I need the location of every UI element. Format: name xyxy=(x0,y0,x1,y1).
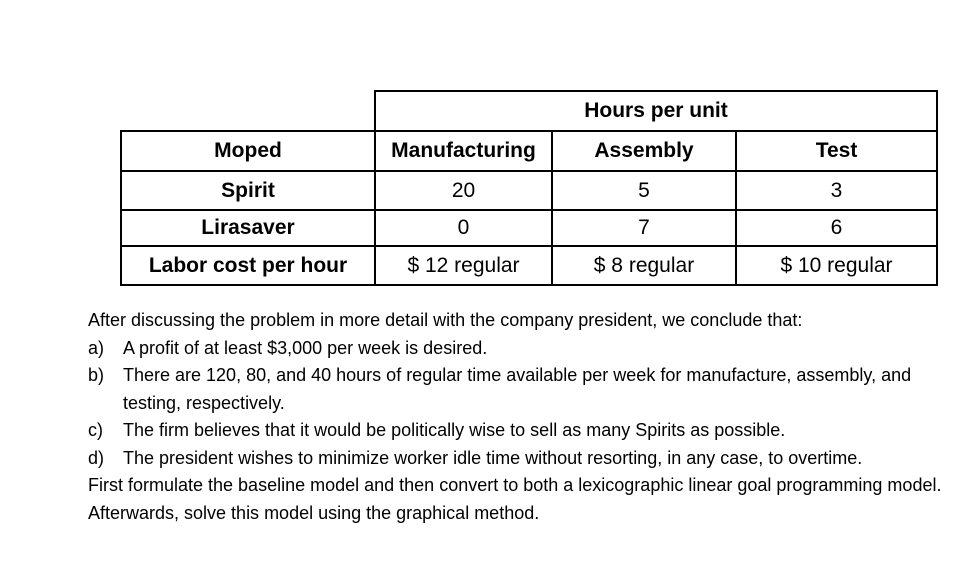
list-item-text: A profit of at least $3,000 per week is desired. xyxy=(123,337,488,358)
list-item-text: There are 120, 80, and 40 hours of regular time available per week for manufacture, assembly, and testing, respectively. xyxy=(123,365,912,413)
list-item xyxy=(88,362,948,417)
table-cell: 6 xyxy=(736,210,937,246)
intro-paragraph: After discussing the problem in more detail with the company president, we conclude that: xyxy=(88,310,803,330)
table-empty-corner xyxy=(121,91,375,131)
list-item-label: b) xyxy=(88,365,105,385)
column-header-test: Test xyxy=(736,131,937,171)
table-cell: 3 xyxy=(736,171,937,210)
column-header-manufacturing: Manufacturing xyxy=(375,131,552,171)
row-label-spirit: Spirit xyxy=(121,171,375,210)
column-header-moped: Moped xyxy=(121,131,375,171)
hours-per-unit-table xyxy=(120,90,938,286)
list-item xyxy=(88,445,948,473)
row-label-labor-cost: Labor cost per hour xyxy=(121,246,375,285)
list-item-label: c) xyxy=(88,420,103,440)
list-item-label: d) xyxy=(88,447,105,468)
closing-paragraph: First formulate the baseline model and then convert to both a lexicographic linear goal programming model. Afterwards, solve this model using the graphical method. xyxy=(88,475,942,523)
table-row xyxy=(121,210,937,246)
table-cell: $ 12 regular xyxy=(375,246,552,285)
list-item-text: The president wishes to minimize worker idle time without resorting, in any case, to overtime. xyxy=(123,447,863,468)
row-label-lirasaver: Lirasaver xyxy=(121,210,375,246)
table-row xyxy=(121,171,937,210)
list-item-label: a) xyxy=(88,337,105,358)
problem-text xyxy=(88,307,948,527)
list-item xyxy=(88,417,948,445)
table-cell: 7 xyxy=(552,210,736,246)
table-cell: 5 xyxy=(552,171,736,210)
table-cell: $ 10 regular xyxy=(736,246,937,285)
table-cell: $ 8 regular xyxy=(552,246,736,285)
list-item-text: The firm believes that it would be politically wise to sell as many Spirits as possible. xyxy=(123,420,786,440)
column-header-assembly: Assembly xyxy=(552,131,736,171)
table-cell: 0 xyxy=(375,210,552,246)
list-item xyxy=(88,335,948,363)
table-row xyxy=(121,246,937,285)
hours-per-unit-header: Hours per unit xyxy=(375,91,937,131)
table-cell: 20 xyxy=(375,171,552,210)
